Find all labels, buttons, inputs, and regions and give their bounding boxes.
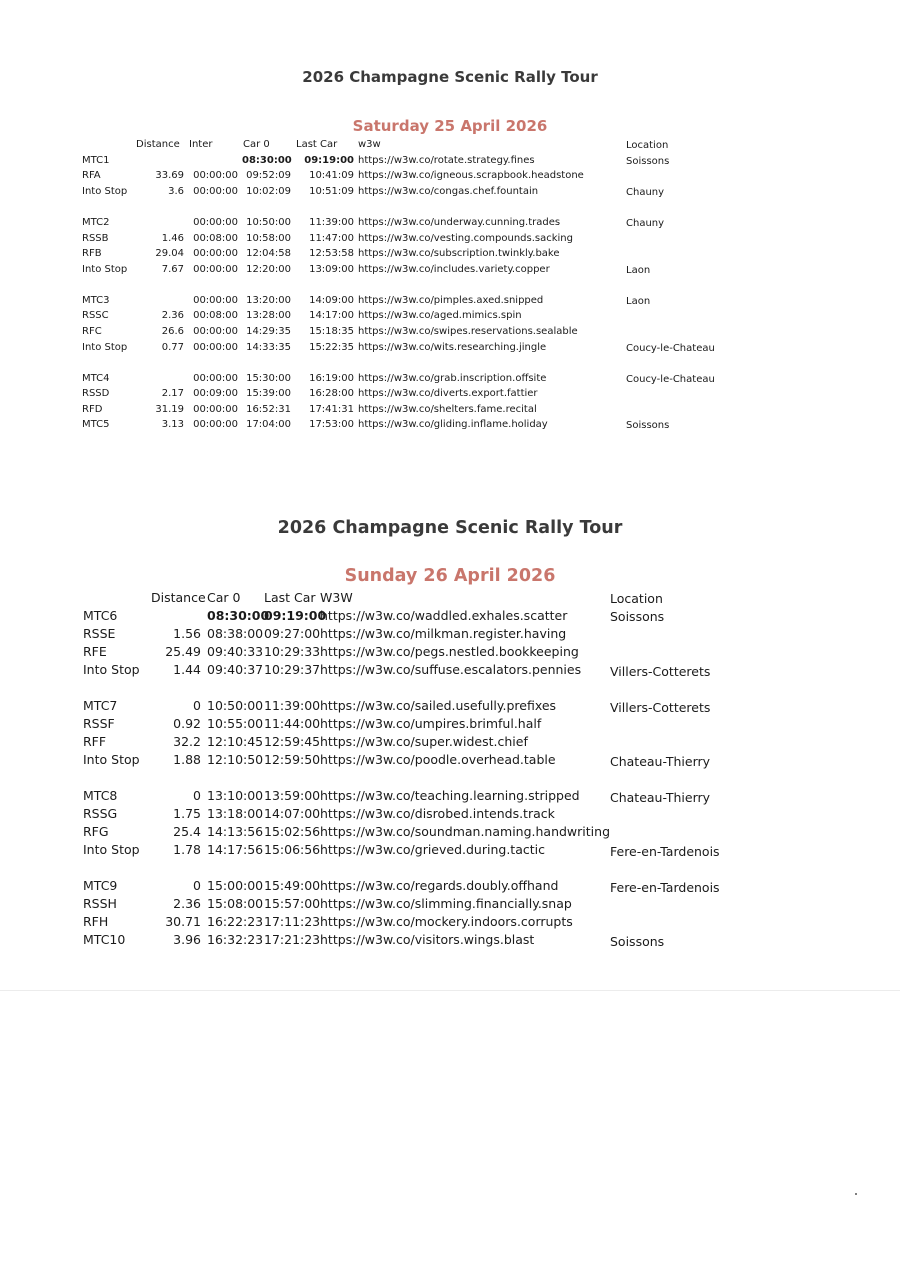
cell-car0: 14:13:56 xyxy=(207,824,264,839)
cell-distance: 1.46 xyxy=(161,233,184,244)
cell-distance: 30.71 xyxy=(165,914,201,929)
cell-code: MTC6 xyxy=(83,608,118,623)
cell-distance: 31.19 xyxy=(155,404,184,415)
cell-inter: 00:00:00 xyxy=(193,170,238,181)
cell-inter: 00:00:00 xyxy=(193,373,238,384)
cell-last-car: 10:29:37 xyxy=(264,662,321,677)
cell-code: RSSD xyxy=(82,388,110,399)
cell-last-car: 11:47:00 xyxy=(309,233,354,244)
cell-code: RSSF xyxy=(83,716,115,731)
cell-code: Into Stop xyxy=(82,264,128,275)
cell-inter: 00:00:00 xyxy=(193,186,238,197)
cell-location: Laon xyxy=(626,296,651,307)
cell-inter: 00:00:00 xyxy=(193,217,238,228)
cell-car0: 09:40:37 xyxy=(207,662,264,677)
cell-w3w-link: https://w3w.co/soundman.naming.handwriting xyxy=(320,824,611,839)
header-last-car: Last Car xyxy=(296,139,338,150)
cell-w3w-link: https://w3w.co/poodle.overhead.table xyxy=(320,752,556,767)
header-car0: Car 0 xyxy=(243,139,270,150)
cell-location: Villers-Cotterets xyxy=(610,700,711,715)
cell-last-car: 15:18:35 xyxy=(309,326,354,337)
cell-w3w-link: https://w3w.co/super.widest.chief xyxy=(320,734,528,749)
cell-distance: 7.67 xyxy=(161,264,184,275)
cell-inter: 00:00:00 xyxy=(193,264,238,275)
cell-last-car: 17:11:23 xyxy=(264,914,321,929)
saturday-date: Saturday 25 April 2026 xyxy=(352,117,548,135)
cell-last-car: 17:21:23 xyxy=(264,932,321,947)
cell-location: Villers-Cotterets xyxy=(610,664,711,679)
cell-last-car: 12:59:50 xyxy=(264,752,321,767)
cell-last-car: 15:49:00 xyxy=(264,878,321,893)
cell-distance: 29.04 xyxy=(155,248,184,259)
cell-code: MTC1 xyxy=(82,155,110,166)
cell-code: RFG xyxy=(83,824,109,839)
cell-distance: 1.88 xyxy=(173,752,201,767)
cell-distance: 0.92 xyxy=(173,716,201,731)
cell-last-car: 10:29:33 xyxy=(264,644,321,659)
cell-w3w-link: https://w3w.co/teaching.learning.stripped xyxy=(320,788,580,803)
cell-location: Soissons xyxy=(610,934,665,949)
header-w3w: W3W xyxy=(320,590,353,605)
cell-location: Soissons xyxy=(626,420,670,431)
cell-code: MTC8 xyxy=(83,788,118,803)
cell-distance: 0 xyxy=(193,878,201,893)
cell-code: MTC3 xyxy=(82,295,110,306)
cell-car0: 16:32:23 xyxy=(207,932,264,947)
cell-car0: 10:50:00 xyxy=(246,217,291,228)
header-location: Location xyxy=(626,140,669,151)
cell-location: Coucy-le-Chateau xyxy=(626,374,715,385)
cell-code: RFE xyxy=(83,644,107,659)
cell-location: Soissons xyxy=(626,156,670,167)
cell-code: RSSC xyxy=(82,310,109,321)
header-inter: Inter xyxy=(189,139,213,150)
cell-car0: 10:58:00 xyxy=(246,233,291,244)
cell-distance: 2.36 xyxy=(173,896,201,911)
cell-location: Soissons xyxy=(610,609,665,624)
cell-location: Fere-en-Tardenois xyxy=(610,844,720,859)
cell-distance: 2.36 xyxy=(161,310,184,321)
cell-distance: 0 xyxy=(193,788,201,803)
cell-car0: 13:18:00 xyxy=(207,806,264,821)
cell-code: MTC7 xyxy=(83,698,118,713)
cell-last-car: 15:02:56 xyxy=(264,824,321,839)
cell-distance: 32.2 xyxy=(173,734,201,749)
cell-car0: 12:20:00 xyxy=(246,264,291,275)
cell-w3w-link: https://w3w.co/subscription.twinkly.bake xyxy=(358,248,560,259)
cell-distance: 0.77 xyxy=(161,342,184,353)
cell-car0: 12:10:45 xyxy=(207,734,264,749)
cell-code: RSSE xyxy=(83,626,116,641)
cell-code: Into Stop xyxy=(82,342,128,353)
cell-code: RFD xyxy=(82,404,103,415)
cell-car0: 13:20:00 xyxy=(246,295,291,306)
cell-car0: 10:02:09 xyxy=(246,186,291,197)
cell-code: RSSH xyxy=(83,896,117,911)
cell-inter: 00:00:00 xyxy=(193,295,238,306)
cell-car0: 15:08:00 xyxy=(207,896,264,911)
cell-distance: 1.44 xyxy=(173,662,201,677)
cell-inter: 00:08:00 xyxy=(193,233,238,244)
cell-car0: 12:04:58 xyxy=(246,248,291,259)
sunday-title: 2026 Champagne Scenic Rally Tour xyxy=(277,518,623,538)
cell-car0: 13:28:00 xyxy=(246,310,291,321)
cell-last-car: 10:51:09 xyxy=(309,186,354,197)
header-car0: Car 0 xyxy=(207,590,241,605)
cell-last-car: 16:28:00 xyxy=(309,388,354,399)
header-distance: Distance xyxy=(136,139,180,150)
cell-code: Into Stop xyxy=(83,842,140,857)
sunday-date: Sunday 26 April 2026 xyxy=(344,566,556,586)
cell-w3w-link: https://w3w.co/includes.variety.copper xyxy=(358,264,550,275)
cell-distance: 25.4 xyxy=(173,824,201,839)
header-location: Location xyxy=(610,591,663,606)
cell-last-car: 15:22:35 xyxy=(309,342,354,353)
cell-code: RSSG xyxy=(83,806,118,821)
cell-distance: 1.56 xyxy=(173,626,201,641)
cell-last-car: 14:09:00 xyxy=(309,295,354,306)
cell-distance: 3.13 xyxy=(161,419,184,430)
cell-last-car: 17:41:31 xyxy=(309,404,354,415)
cell-w3w-link: https://w3w.co/disrobed.intends.track xyxy=(320,806,555,821)
cell-car0: 08:38:00 xyxy=(207,626,264,641)
cell-code: MTC10 xyxy=(83,932,126,947)
header-last-car: Last Car xyxy=(264,590,316,605)
cell-location: Laon xyxy=(626,265,651,276)
cell-w3w-link: https://w3w.co/grieved.during.tactic xyxy=(320,842,545,857)
cell-distance: 0 xyxy=(193,698,201,713)
scan-speck xyxy=(855,1193,857,1195)
cell-inter: 00:00:00 xyxy=(193,419,238,430)
cell-car0: 14:29:35 xyxy=(246,326,291,337)
cell-car0: 10:55:00 xyxy=(207,716,264,731)
cell-last-car: 09:19:00 xyxy=(304,155,354,166)
cell-w3w-link: https://w3w.co/igneous.scrapbook.headstone xyxy=(358,170,584,181)
cell-w3w-link: https://w3w.co/grab.inscription.offsite xyxy=(358,373,547,384)
cell-inter: 00:09:00 xyxy=(193,388,238,399)
cell-location: Chauny xyxy=(626,218,665,229)
cell-last-car: 13:09:00 xyxy=(309,264,354,275)
cell-code: MTC4 xyxy=(82,373,110,384)
cell-distance: 26.6 xyxy=(161,326,184,337)
header-w3w: w3w xyxy=(358,139,381,150)
cell-distance: 1.75 xyxy=(173,806,201,821)
cell-inter: 00:00:00 xyxy=(193,326,238,337)
cell-last-car: 09:19:00 xyxy=(264,608,327,623)
cell-w3w-link: https://w3w.co/pimples.axed.snipped xyxy=(358,295,544,306)
cell-w3w-link: https://w3w.co/rotate.strategy.fines xyxy=(358,155,535,166)
cell-last-car: 15:06:56 xyxy=(264,842,321,857)
cell-distance: 33.69 xyxy=(155,170,184,181)
cell-last-car: 16:19:00 xyxy=(309,373,354,384)
cell-code: RFA xyxy=(82,170,101,181)
cell-w3w-link: https://w3w.co/slimming.financially.snap xyxy=(320,896,572,911)
cell-last-car: 14:07:00 xyxy=(264,806,321,821)
cell-distance: 1.78 xyxy=(173,842,201,857)
cell-car0: 08:30:00 xyxy=(207,608,270,623)
cell-car0: 16:22:23 xyxy=(207,914,264,929)
cell-last-car: 13:59:00 xyxy=(264,788,321,803)
cell-inter: 00:00:00 xyxy=(193,404,238,415)
cell-location: Chauny xyxy=(626,187,665,198)
cell-location: Chateau-Thierry xyxy=(610,754,711,769)
cell-car0: 14:17:56 xyxy=(207,842,264,857)
cell-w3w-link: https://w3w.co/swipes.reservations.sealable xyxy=(358,326,578,337)
cell-car0: 15:00:00 xyxy=(207,878,264,893)
cell-code: RFF xyxy=(83,734,107,749)
cell-location: Coucy-le-Chateau xyxy=(626,343,715,354)
cell-car0: 14:33:35 xyxy=(246,342,291,353)
cell-car0: 16:52:31 xyxy=(246,404,291,415)
cell-distance: 25.49 xyxy=(165,644,201,659)
cell-w3w-link: https://w3w.co/milkman.register.having xyxy=(320,626,567,641)
cell-code: RFH xyxy=(83,914,109,929)
cell-car0: 17:04:00 xyxy=(246,419,291,430)
cell-w3w-link: https://w3w.co/waddled.exhales.scatter xyxy=(320,608,568,623)
cell-last-car: 17:53:00 xyxy=(309,419,354,430)
cell-location: Chateau-Thierry xyxy=(610,790,711,805)
cell-last-car: 14:17:00 xyxy=(309,310,354,321)
cell-distance: 3.6 xyxy=(168,186,184,197)
cell-car0: 15:30:00 xyxy=(246,373,291,384)
cell-w3w-link: https://w3w.co/umpires.brimful.half xyxy=(320,716,542,731)
cell-w3w-link: https://w3w.co/congas.chef.fountain xyxy=(358,186,539,197)
cell-inter: 00:00:00 xyxy=(193,248,238,259)
cell-w3w-link: https://w3w.co/regards.doubly.offhand xyxy=(320,878,559,893)
cell-inter: 00:00:00 xyxy=(193,342,238,353)
cell-w3w-link: https://w3w.co/vesting.compounds.sacking xyxy=(358,233,573,244)
cell-car0: 13:10:00 xyxy=(207,788,264,803)
cell-distance: 3.96 xyxy=(173,932,201,947)
cell-last-car: 09:27:00 xyxy=(264,626,321,641)
cell-w3w-link: https://w3w.co/pegs.nestled.bookkeeping xyxy=(320,644,579,659)
cell-w3w-link: https://w3w.co/suffuse.escalators.pennies xyxy=(320,662,582,677)
cell-last-car: 10:41:09 xyxy=(309,170,354,181)
cell-code: MTC5 xyxy=(82,419,110,430)
cell-w3w-link: https://w3w.co/gliding.inflame.holiday xyxy=(358,419,548,430)
cell-w3w-link: https://w3w.co/wits.researching.jingle xyxy=(358,342,547,353)
cell-inter: 00:08:00 xyxy=(193,310,238,321)
cell-car0: 10:50:00 xyxy=(207,698,264,713)
cell-code: MTC2 xyxy=(82,217,110,228)
cell-w3w-link: https://w3w.co/sailed.usefully.prefixes xyxy=(320,698,557,713)
cell-code: Into Stop xyxy=(83,752,140,767)
cell-location: Fere-en-Tardenois xyxy=(610,880,720,895)
header-distance: Distance xyxy=(151,590,206,605)
cell-car0: 09:52:09 xyxy=(246,170,291,181)
cell-w3w-link: https://w3w.co/shelters.fame.recital xyxy=(358,404,537,415)
cell-last-car: 12:59:45 xyxy=(264,734,321,749)
cell-car0: 12:10:50 xyxy=(207,752,264,767)
cell-code: RFB xyxy=(82,248,102,259)
cell-code: Into Stop xyxy=(82,186,128,197)
cell-last-car: 11:39:00 xyxy=(309,217,354,228)
cell-last-car: 11:39:00 xyxy=(264,698,321,713)
cell-w3w-link: https://w3w.co/diverts.export.fattier xyxy=(358,388,538,399)
cell-car0: 15:39:00 xyxy=(246,388,291,399)
cell-code: RFC xyxy=(82,326,102,337)
cell-last-car: 15:57:00 xyxy=(264,896,321,911)
saturday-title: 2026 Champagne Scenic Rally Tour xyxy=(302,68,598,86)
cell-code: Into Stop xyxy=(83,662,140,677)
cell-distance: 2.17 xyxy=(161,388,184,399)
cell-w3w-link: https://w3w.co/visitors.wings.blast xyxy=(320,932,535,947)
cell-w3w-link: https://w3w.co/underway.cunning.trades xyxy=(358,217,561,228)
cell-w3w-link: https://w3w.co/aged.mimics.spin xyxy=(358,310,522,321)
cell-last-car: 11:44:00 xyxy=(264,716,321,731)
cell-w3w-link: https://w3w.co/mockery.indoors.corrupts xyxy=(320,914,573,929)
cell-car0: 08:30:00 xyxy=(242,155,292,166)
cell-code: MTC9 xyxy=(83,878,118,893)
cell-last-car: 12:53:58 xyxy=(309,248,354,259)
cell-code: RSSB xyxy=(82,233,109,244)
scan-divider xyxy=(0,990,900,991)
cell-car0: 09:40:33 xyxy=(207,644,264,659)
